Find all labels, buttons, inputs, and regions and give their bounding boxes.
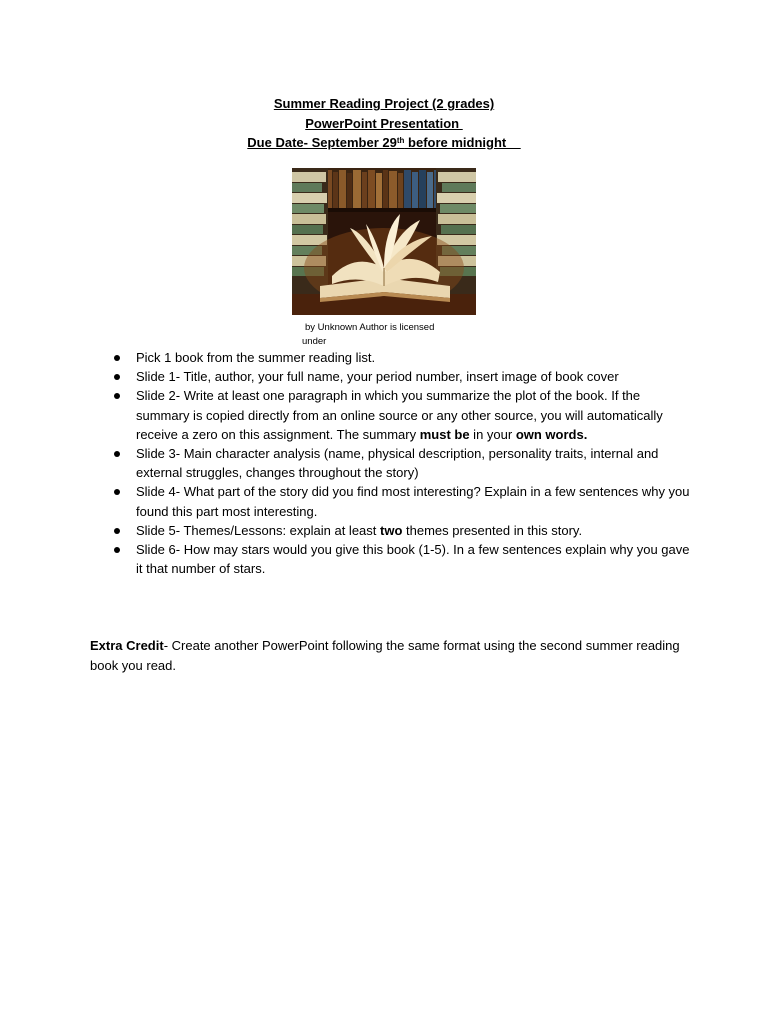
list-item: Slide 6- How may stars would you give this book (1-5). In a few sentences explain why you gave it that number of stars. — [112, 540, 692, 578]
caption-line-2: under — [302, 336, 327, 347]
caption-line-1: by Unknown Author is licensed — [305, 322, 435, 333]
project-subtitle: PowerPoint Presentation — [305, 115, 463, 131]
due-date: Due Date- September 29th before midnight — [247, 135, 521, 150]
extra-credit-paragraph — [90, 636, 690, 675]
photo-caption — [302, 321, 472, 349]
bullet-icon — [114, 528, 120, 534]
list-item: Slide 2- Write at least one paragraph in which you summarize the plot of the book. If the summary is copied directly from an online source or any other source, you will automatically receive a zero on this assignment. The summary must be in your own words. — [112, 386, 692, 444]
extra-credit-label: Extra Credit — [90, 638, 164, 653]
list-item: Slide 1- Title, author, your full name, your period number, insert image of book cover — [112, 367, 692, 386]
bullet-icon — [114, 393, 120, 399]
list-item: Slide 3- Main character analysis (name, physical description, personality traits, internal and external struggles, changes throughout the story) — [112, 444, 692, 482]
list-item: Slide 4- What part of the story did you find most interesting? Explain in a few sentences why you found this part most interesting. — [112, 482, 692, 520]
bullet-icon — [114, 374, 120, 380]
bullet-icon — [114, 355, 120, 361]
instructions-list — [112, 348, 692, 578]
extra-credit-text: - Create another PowerPoint following the same format using the second summer reading book you read. — [90, 638, 680, 673]
document-header — [0, 94, 768, 153]
list-item: Pick 1 book from the summer reading list. — [112, 348, 692, 367]
bullet-icon — [114, 547, 120, 553]
bullet-icon — [114, 451, 120, 457]
project-title: Summer Reading Project (2 grades) — [273, 96, 495, 111]
open-book-photo — [292, 168, 476, 315]
list-item: Slide 5- Themes/Lessons: explain at least two themes presented in this story. — [112, 521, 692, 540]
bullet-icon — [114, 489, 120, 495]
